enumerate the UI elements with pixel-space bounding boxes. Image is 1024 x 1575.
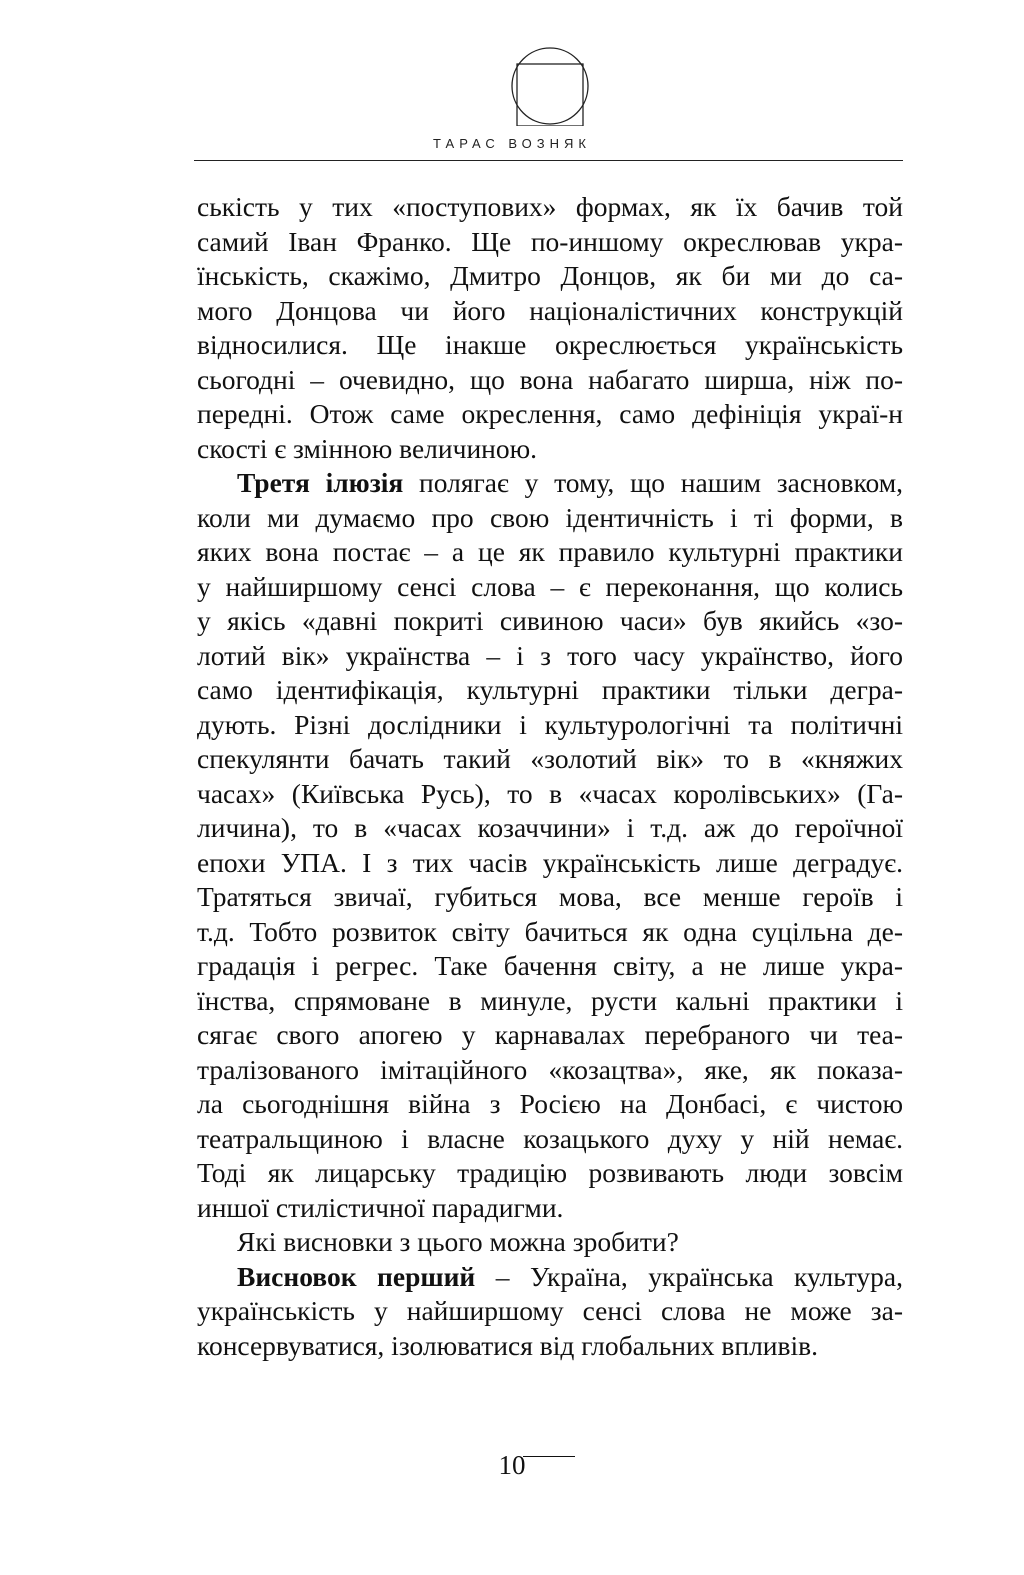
text-line: спекулянти бачать такий «золотий вік» то в «княжих (197, 743, 903, 774)
text-line: коли ми думаємо про свою ідентичність і ті форми, в (197, 501, 903, 533)
text-line: яких вона постає – а це як правило культурні практики (197, 536, 903, 567)
text-line: Тоді як лицарську традицію розвивають люди зовсім (197, 1157, 903, 1188)
text-line: сьогодні – очевидно, що вона набагато ширша, ніж по- (197, 363, 903, 395)
text-line: у найширшому сенсі слова – є переконання, що колись (197, 570, 903, 602)
text-line: епохи УПА. І з тих часів українськість лише деградує. (197, 846, 903, 878)
text-line: ла сьогоднішня війна з Росією на Донбасі, є чистою (197, 1088, 903, 1119)
paragraph-first-line (197, 1260, 903, 1295)
page-number: 10 (498, 1450, 526, 1480)
paragraph-first-line (197, 466, 903, 501)
text-line: українськість у найширшому сенсі слова не може за- (197, 1295, 903, 1326)
text-line: їнства, спрямоване в минуле, русти кальні практики і (197, 984, 903, 1016)
text-line: т.д. Тобто розвиток світу бачиться як одна суцільна де- (197, 915, 903, 947)
bold-lead: Третя ілюзія (237, 467, 404, 498)
circle-square-logo-icon (510, 46, 590, 126)
text-line: Які висновки з цього можна зробити? (237, 1226, 679, 1257)
text-line: мого Донцова чи його націоналістичних конструкцій (197, 294, 903, 326)
text-line: лотий вік» українства – і з того часу українство, його (197, 639, 903, 671)
text-line: театральщиною і власне козацького духу у ній немає. (197, 1122, 903, 1154)
text-line: сягає свого апогею у карнавалах перебраного чи теа- (197, 1019, 903, 1050)
text-line: личина), то в «часах козаччини» і т.д. аж до героїчної (197, 812, 903, 843)
text-line: иншої стилістичної парадигми. (197, 1191, 564, 1223)
text-line: відносилися. Ще інакше окреслюється українськість (197, 329, 903, 360)
text-line: ськість у тих «поступових» формах, як їх бачив той (197, 191, 903, 222)
header-rule (194, 160, 903, 161)
text-line: самий Іван Франко. Ще по-иншому окреслював укра- (197, 225, 903, 257)
text-line: дують. Різні дослідники і культурологічні та політичні (197, 708, 903, 740)
text-line: – Україна, українська культура, (475, 1260, 903, 1292)
text-line: часах» (Київська Русь), то в «часах королівських» (Га- (197, 777, 903, 809)
text-line: консервуватися, ізолюватися від глобальних впливів. (197, 1329, 818, 1361)
bold-lead: Висновок перший (237, 1260, 476, 1292)
text-line: їнськість, скажімо, Дмитро Донцов, як би ми до са- (197, 260, 903, 291)
text-line: само ідентифікація, культурні практики тільки дегра- (197, 674, 903, 705)
running-head-author: ТАРАС ВОЗНЯК (433, 136, 591, 151)
text-line: тралізованого імітаційного «козацтва», яке, як показа- (197, 1053, 903, 1085)
text-line: градація і регрес. Таке бачення світу, а не лише укра- (197, 950, 903, 981)
text-line: скості є змінною величиною. (197, 432, 538, 464)
text-line: полягає у тому, що нашим засновком, (403, 467, 903, 498)
text-line: передні. Отож саме окреслення, само дефініція украї-н (197, 398, 903, 429)
text-line: Тратяться звичаї, губиться мова, все менше героїв і (197, 881, 903, 912)
text-line: у якісь «давні покриті сивиною часи» був якийсь «зо- (197, 605, 903, 636)
body-text (197, 190, 903, 1363)
